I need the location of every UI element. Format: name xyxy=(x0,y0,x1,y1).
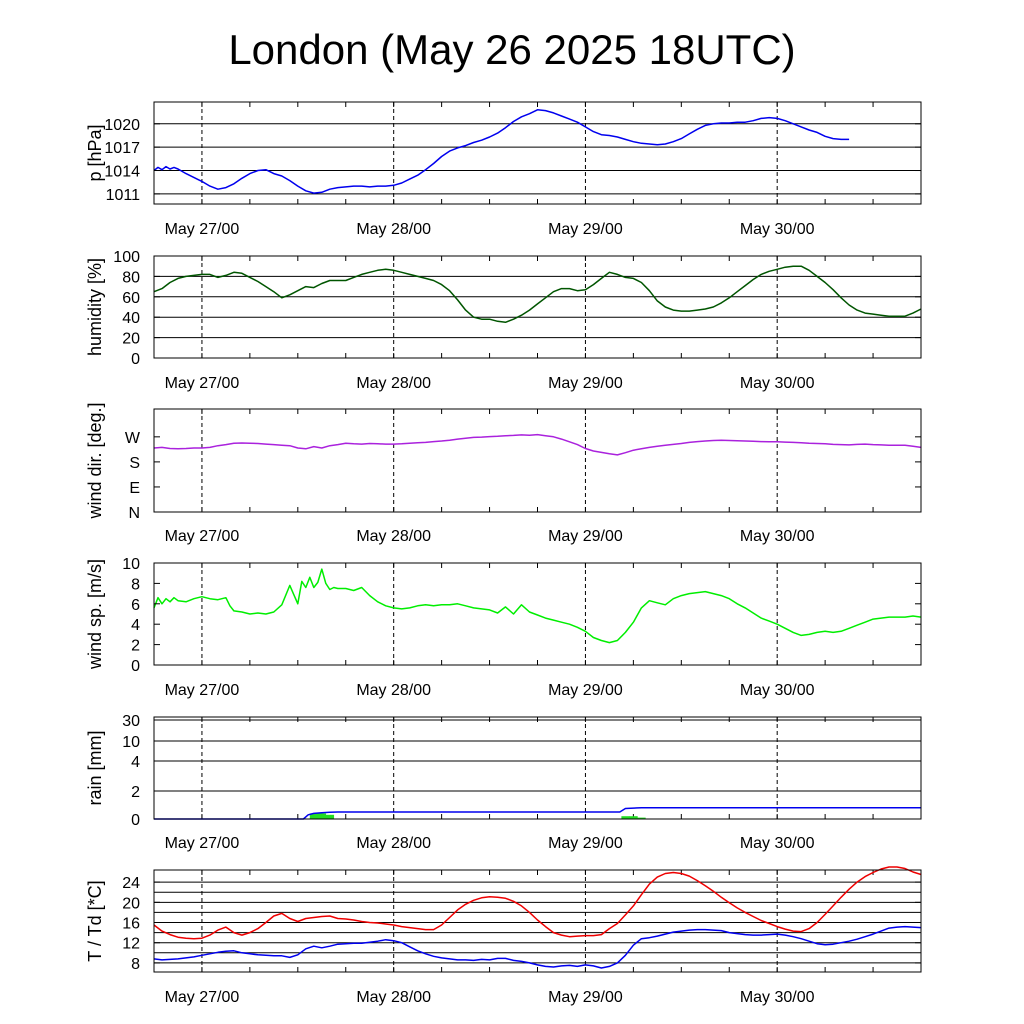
y-tick-label: 0 xyxy=(131,351,140,368)
y-tick-label: 20 xyxy=(122,895,140,913)
y-axis-title: p [hPa] xyxy=(85,124,105,182)
y-tick-label: 80 xyxy=(122,269,140,287)
y-axis-title: wind sp. [m/s] xyxy=(85,558,105,670)
series-line-wind-direction xyxy=(154,435,921,455)
panel-temperature xyxy=(85,867,921,1006)
y-tick-label: 4 xyxy=(131,617,140,635)
plot-frame xyxy=(154,563,921,665)
y-tick-label: 30 xyxy=(122,713,140,730)
x-tick-label: May 29/00 xyxy=(548,221,623,238)
y-tick-label: W xyxy=(124,429,140,447)
x-tick-label: May 29/00 xyxy=(548,375,623,392)
y-tick-label: 1014 xyxy=(104,163,140,181)
y-tick-label: 6 xyxy=(131,596,140,614)
y-tick-label: 2 xyxy=(131,637,140,655)
y-tick-label: 24 xyxy=(122,875,140,893)
y-axis-title: rain [mm] xyxy=(85,730,105,806)
panel-rain xyxy=(85,713,921,852)
x-tick-label: May 30/00 xyxy=(739,989,815,1006)
y-tick-label: 0 xyxy=(131,658,140,675)
series-line-humidity xyxy=(154,266,921,322)
rain-bar xyxy=(318,813,326,819)
y-tick-label: S xyxy=(129,454,140,472)
y-tick-label: 8 xyxy=(131,576,140,594)
x-tick-label: May 28/00 xyxy=(356,682,432,699)
x-tick-label: May 30/00 xyxy=(739,835,815,852)
y-tick-label: 10 xyxy=(122,556,140,573)
panel-wind-speed xyxy=(85,556,921,699)
y-tick-label: 1020 xyxy=(104,116,140,134)
series-line-temperature xyxy=(154,867,921,939)
panel-wind-direction xyxy=(85,402,921,545)
y-tick-label: 16 xyxy=(122,915,140,933)
x-tick-label: May 27/00 xyxy=(164,375,240,392)
y-axis-title: T / Td [*C] xyxy=(85,880,105,962)
x-tick-label: May 28/00 xyxy=(356,989,432,1006)
y-tick-label: 10 xyxy=(122,734,140,751)
y-tick-label: E xyxy=(129,479,140,497)
chart-title: London (May 26 2025 18UTC) xyxy=(228,26,796,73)
x-tick-label: May 30/00 xyxy=(739,682,815,699)
series-line-wind-speed xyxy=(154,569,921,643)
x-tick-label: May 30/00 xyxy=(739,375,815,392)
y-axis-title: humidity [%] xyxy=(85,257,105,357)
y-tick-label: 2 xyxy=(131,784,140,801)
y-tick-label: 100 xyxy=(113,249,140,266)
y-tick-label: 1011 xyxy=(105,186,140,204)
y-tick-label: 1017 xyxy=(104,140,140,158)
panel-humidity xyxy=(85,249,921,392)
x-tick-label: May 28/00 xyxy=(356,221,432,238)
x-tick-label: May 29/00 xyxy=(548,528,623,545)
y-tick-label: 60 xyxy=(122,289,140,307)
x-tick-label: May 28/00 xyxy=(356,375,432,392)
plot-frame xyxy=(154,717,921,819)
x-tick-label: May 27/00 xyxy=(164,989,240,1006)
series-line-pressure xyxy=(154,110,849,193)
x-tick-label: May 27/00 xyxy=(164,682,240,699)
y-tick-label: 8 xyxy=(131,955,140,973)
y-tick-label: 20 xyxy=(122,330,140,348)
y-tick-label: 4 xyxy=(131,754,140,771)
x-tick-label: May 28/00 xyxy=(356,528,432,545)
rain-bar xyxy=(326,815,334,819)
panel-pressure xyxy=(85,102,921,238)
y-tick-label: N xyxy=(128,505,140,522)
x-tick-label: May 28/00 xyxy=(356,835,432,852)
x-tick-label: May 29/00 xyxy=(548,989,623,1006)
plot-frame xyxy=(154,102,921,204)
y-axis-title: wind dir. [deg.] xyxy=(85,402,105,519)
y-tick-label: 12 xyxy=(122,935,140,953)
plot-frame xyxy=(154,409,921,512)
plot-frame xyxy=(154,870,921,972)
x-tick-label: May 27/00 xyxy=(164,221,240,238)
x-tick-label: May 27/00 xyxy=(164,528,240,545)
y-tick-label: 0 xyxy=(131,812,140,829)
x-tick-label: May 29/00 xyxy=(548,835,623,852)
y-tick-label: 40 xyxy=(122,310,140,328)
x-tick-label: May 30/00 xyxy=(739,528,815,545)
x-tick-label: May 30/00 xyxy=(739,221,815,238)
x-tick-label: May 29/00 xyxy=(548,682,623,699)
plot-frame xyxy=(154,256,921,358)
x-tick-label: May 27/00 xyxy=(164,835,240,852)
